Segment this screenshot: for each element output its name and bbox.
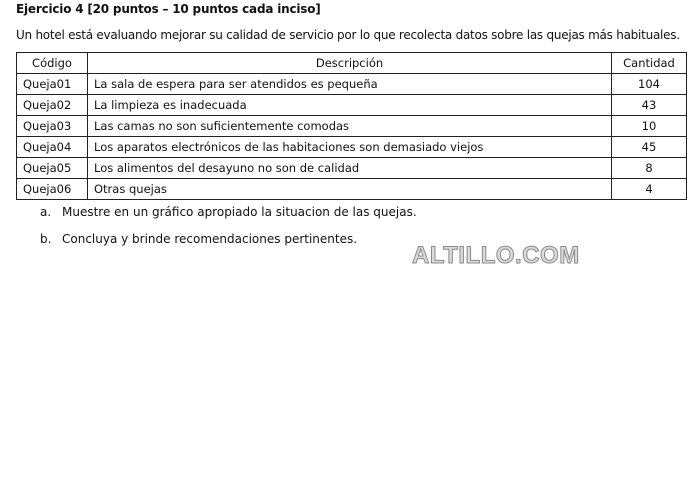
cell-description: Los alimentos del desayuno no son de calidad bbox=[88, 158, 612, 179]
table-row bbox=[17, 116, 687, 137]
table-row bbox=[17, 137, 687, 158]
cell-quantity: 4 bbox=[612, 179, 687, 200]
table-row bbox=[17, 158, 687, 179]
watermark-logo: ALTILLO.COM bbox=[412, 242, 580, 269]
cell-quantity: 43 bbox=[612, 95, 687, 116]
cell-quantity: 104 bbox=[612, 74, 687, 95]
cell-code: Queja06 bbox=[17, 179, 88, 200]
cell-code: Queja05 bbox=[17, 158, 88, 179]
header-description: Descripción bbox=[88, 53, 612, 74]
cell-code: Queja01 bbox=[17, 74, 88, 95]
cell-quantity: 10 bbox=[612, 116, 687, 137]
cell-code: Queja02 bbox=[17, 95, 88, 116]
list-item bbox=[40, 232, 417, 259]
list-marker: b. bbox=[40, 232, 52, 246]
table-header-row bbox=[17, 53, 687, 74]
complaints-table bbox=[16, 52, 687, 200]
cell-code: Queja04 bbox=[17, 137, 88, 158]
table-row bbox=[17, 179, 687, 200]
list-item bbox=[40, 205, 417, 232]
cell-quantity: 8 bbox=[612, 158, 687, 179]
table-row bbox=[17, 95, 687, 116]
cell-code: Queja03 bbox=[17, 116, 88, 137]
cell-description: Las camas no son suficientemente comodas bbox=[88, 116, 612, 137]
cell-description: Los aparatos electrónicos de las habitaciones son demasiado viejos bbox=[88, 137, 612, 158]
header-quantity: Cantidad bbox=[612, 53, 687, 74]
list-marker: a. bbox=[40, 205, 52, 219]
cell-quantity: 45 bbox=[612, 137, 687, 158]
list-item-text: Muestre en un gráfico apropiado la situacion de las quejas. bbox=[62, 205, 417, 219]
table-row bbox=[17, 74, 687, 95]
cell-description: La limpieza es inadecuada bbox=[88, 95, 612, 116]
list-item-text: Concluya y brinde recomendaciones pertinentes. bbox=[62, 232, 358, 246]
cell-description: Otras quejas bbox=[88, 179, 612, 200]
exercise-intro: Un hotel está evaluando mejorar su calidad de servicio por lo que recolecta datos sobre las quejas más habituales. bbox=[16, 28, 680, 42]
header-code: Código bbox=[17, 53, 88, 74]
task-list bbox=[40, 205, 417, 259]
cell-description: La sala de espera para ser atendidos es pequeña bbox=[88, 74, 612, 95]
exercise-title: Ejercicio 4 [20 puntos – 10 puntos cada inciso] bbox=[16, 2, 321, 16]
